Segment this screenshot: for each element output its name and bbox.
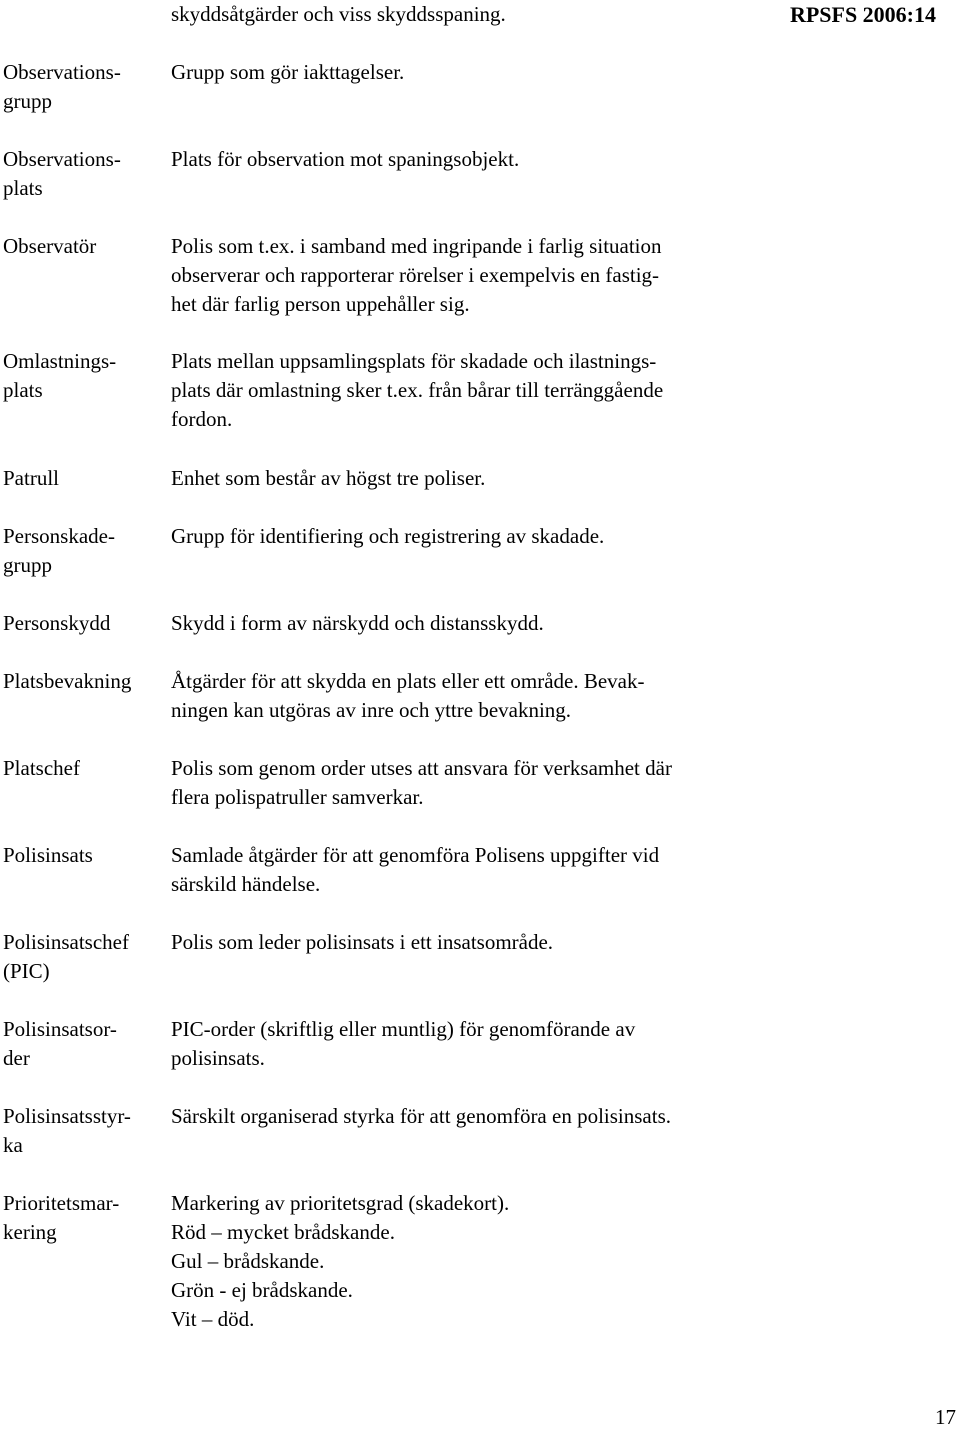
term-line: Patrull bbox=[3, 466, 59, 490]
definition-platschef bbox=[171, 754, 771, 812]
definition-observationsgrupp bbox=[171, 58, 771, 87]
definition-line: Polis som leder polisinsats i ett insatsområde. bbox=[171, 930, 554, 954]
definition-line: Grupp för identifiering och registrering av skadade. bbox=[171, 524, 605, 548]
definition-line: PIC-order (skriftlig eller muntlig) för genomförande av bbox=[171, 1017, 636, 1041]
definition-line: ningen kan utgöras av inre och yttre bevakning. bbox=[171, 698, 572, 722]
term-platschef bbox=[3, 754, 165, 783]
term-line: ka bbox=[3, 1133, 23, 1157]
term-line: Prioritetsmar- bbox=[3, 1191, 120, 1215]
term-polisinsatsorder bbox=[3, 1015, 165, 1073]
definition-line: Polis som genom order utses att ansvara för verksamhet där bbox=[171, 756, 672, 780]
definition-personskadegrupp bbox=[171, 522, 771, 551]
definition-line: Polis som t.ex. i samband med ingripande i farlig situation bbox=[171, 234, 662, 258]
definition-patrull bbox=[171, 464, 771, 493]
definition-line: Enhet som består av högst tre poliser. bbox=[171, 466, 486, 490]
term-personskydd bbox=[3, 609, 165, 638]
definition-line: Plats för observation mot spaningsobjekt. bbox=[171, 147, 520, 171]
definition-line: plats där omlastning sker t.ex. från bårar till terränggående bbox=[171, 378, 664, 402]
definition-line: Gul – brådskande. bbox=[171, 1249, 325, 1273]
term-line: Personskade- bbox=[3, 524, 115, 548]
definition-line: Vit – död. bbox=[171, 1307, 255, 1331]
definition-prioritetsmarkering bbox=[171, 1189, 771, 1334]
page-number: 17 bbox=[935, 1405, 956, 1429]
definition-line: polisinsats. bbox=[171, 1046, 265, 1070]
term-line: grupp bbox=[3, 89, 52, 113]
definition-line: särskild händelse. bbox=[171, 872, 321, 896]
definition-platsbevakning bbox=[171, 667, 771, 725]
term-line: Polisinsatsor- bbox=[3, 1017, 117, 1041]
term-line: (PIC) bbox=[3, 959, 50, 983]
definition-line: Åtgärder för att skydda en plats eller ett område. Bevak- bbox=[171, 669, 645, 693]
term-polisinsats bbox=[3, 841, 165, 870]
definition-line: Röd – mycket brådskande. bbox=[171, 1220, 395, 1244]
term-line: Observations- bbox=[3, 147, 121, 171]
term-line: Personskydd bbox=[3, 611, 111, 635]
definition-line: Samlade åtgärder för att genomföra Polisens uppgifter vid bbox=[171, 843, 660, 867]
term-omlastningsplats bbox=[3, 347, 165, 405]
term-line: kering bbox=[3, 1220, 57, 1244]
term-line: grupp bbox=[3, 553, 52, 577]
definition-polisinsatschef bbox=[171, 928, 771, 957]
term-platsbevakning bbox=[3, 667, 165, 696]
term-line: Observatör bbox=[3, 234, 97, 258]
term-observator bbox=[3, 232, 165, 261]
definition-line: Grön - ej brådskande. bbox=[171, 1278, 353, 1302]
term-polisinsatsstyrka bbox=[3, 1102, 165, 1160]
term-line: der bbox=[3, 1046, 30, 1070]
definition-line: Plats mellan uppsamlingsplats för skadade och ilastnings- bbox=[171, 349, 657, 373]
definition-line: observerar och rapporterar rörelser i exempelvis en fastig- bbox=[171, 263, 660, 287]
definition-polisinsatsorder bbox=[171, 1015, 771, 1073]
term-line: Observations- bbox=[3, 60, 121, 84]
definition-omlastningsplats bbox=[171, 347, 771, 434]
definition-personskydd bbox=[171, 609, 771, 638]
definition-line: Grupp som gör iakttagelser. bbox=[171, 60, 405, 84]
term-personskadegrupp bbox=[3, 522, 165, 580]
term-prioritetsmarkering bbox=[3, 1189, 165, 1247]
definition-line: flera polispatruller samverkar. bbox=[171, 785, 424, 809]
definition-line: het där farlig person uppehåller sig. bbox=[171, 292, 470, 316]
definition-line: fordon. bbox=[171, 407, 233, 431]
term-line: Polisinsatschef bbox=[3, 930, 129, 954]
definition-line: Markering av prioritetsgrad (skadekort). bbox=[171, 1191, 510, 1215]
term-line: Omlastnings- bbox=[3, 349, 117, 373]
definition-line: Särskilt organiserad styrka för att genomföra en polisinsats. bbox=[171, 1104, 672, 1128]
term-patrull bbox=[3, 464, 165, 493]
term-observationsplats bbox=[3, 145, 165, 203]
definition-polisinsatsstyrka bbox=[171, 1102, 771, 1131]
document-code: RPSFS 2006:14 bbox=[789, 2, 936, 27]
term-line: Polisinsats bbox=[3, 843, 93, 867]
term-line: Polisinsatsstyr- bbox=[3, 1104, 131, 1128]
term-line: Platschef bbox=[3, 756, 80, 780]
definition-polisinsats bbox=[171, 841, 771, 899]
definition-line: Skydd i form av närskydd och distansskydd. bbox=[171, 611, 544, 635]
term-line: plats bbox=[3, 378, 43, 402]
header-continuation-text: skyddsåtgärder och viss skyddsspaning. bbox=[171, 2, 506, 26]
definition-observator bbox=[171, 232, 771, 319]
term-line: plats bbox=[3, 176, 43, 200]
term-observationsgrupp bbox=[3, 58, 165, 116]
term-line: Platsbevakning bbox=[3, 669, 132, 693]
term-polisinsatschef bbox=[3, 928, 165, 986]
definition-observationsplats bbox=[171, 145, 771, 174]
